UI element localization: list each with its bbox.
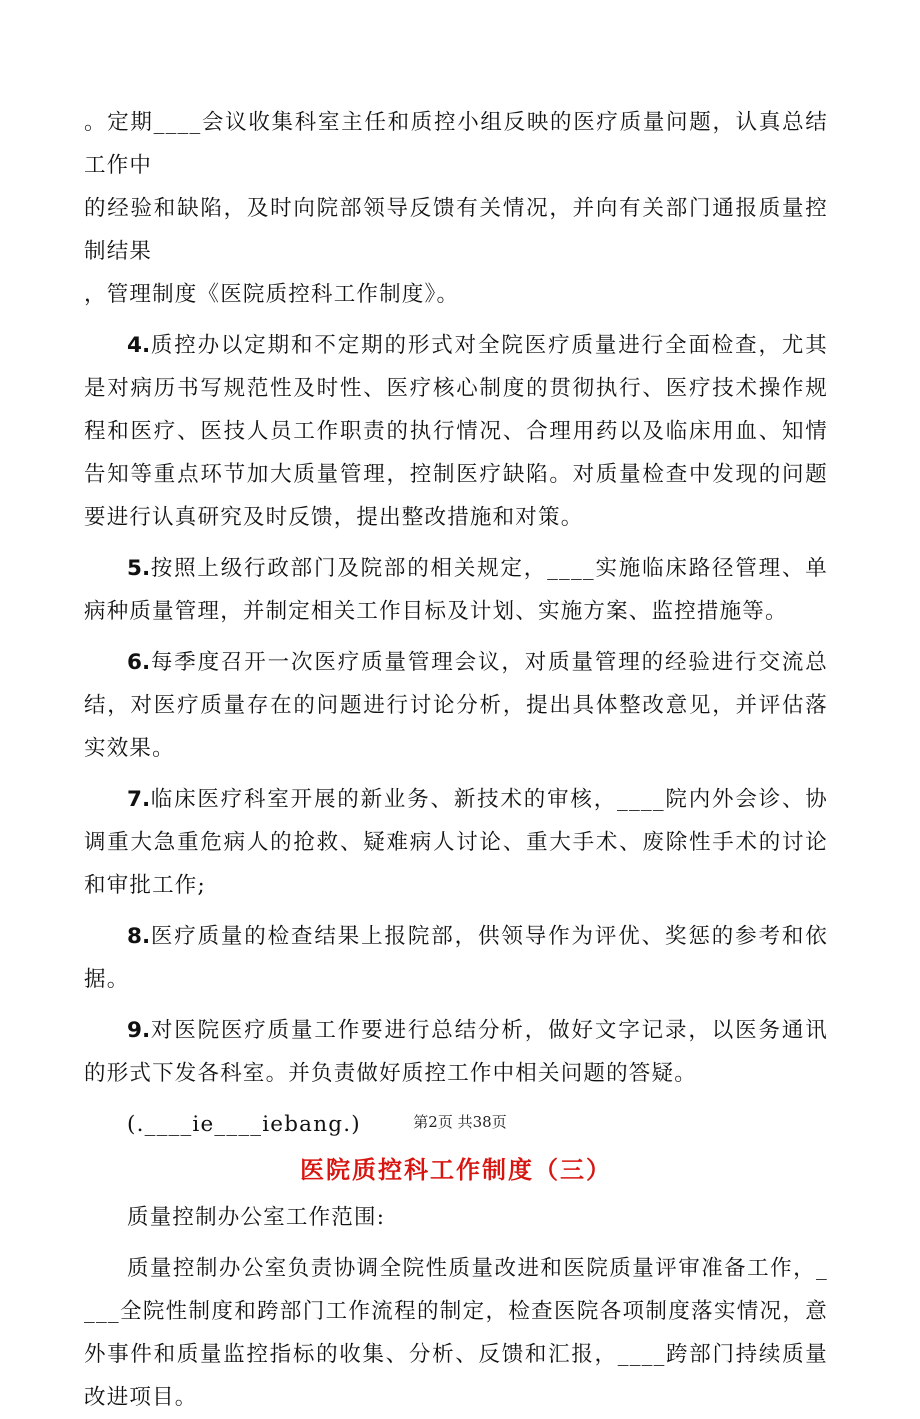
page-number-footer: 第2页 共38页: [413, 1113, 507, 1131]
intro-paragraph: [84, 101, 828, 316]
scope-paragraph: 质量控制办公室负责协调全院性质量改进和医院质量评审准备工作，____全院性制度和跨部门工作流程的制定，检查医院各项制度落实情况，意外事件和质量监控指标的收集、分析、反馈和汇报，____跨部门持续质量改进项目。: [84, 1256, 828, 1410]
list-item-6: [84, 641, 828, 770]
item-number: 8.: [127, 924, 151, 949]
scope-heading: 质量控制办公室工作范围:: [127, 1205, 386, 1230]
item-number: 6.: [127, 650, 151, 675]
document-body: [84, 101, 828, 1419]
item-number: 5.: [127, 556, 151, 581]
section-title: 医院质控科工作制度（三）: [300, 1155, 612, 1184]
intro-line: 。定期____会议收集科室主任和质控小组反映的医疗质量问题，认真总结工作中: [84, 110, 828, 178]
list-item-4: [84, 324, 828, 539]
item-text: 医疗质量的检查结果上报院部，供领导作为评优、奖惩的参考和依据。: [84, 924, 828, 992]
intro-line: ，管理制度《医院质控科工作制度》。: [84, 282, 460, 307]
list-item-9: [84, 1009, 828, 1095]
intro-line: 的经验和缺陷，及时向院部领导反馈有关情况，并向有关部门通报质量控制结果: [84, 196, 828, 264]
item-number: 9.: [127, 1018, 151, 1043]
list-item-7: [84, 778, 828, 907]
source-note: (.____ie____iebang.): [127, 1112, 361, 1137]
item-number: 7.: [127, 787, 151, 812]
item-text: 按照上级行政部门及院部的相关规定，____实施临床路径管理、单病种质量管理，并制定相关工作目标及计划、实施方案、监控措施等。: [84, 556, 828, 624]
list-item-5: [84, 547, 828, 633]
item-text: 临床医疗科室开展的新业务、新技术的审核，____院内外会诊、协调重大急重危病人的抢救、疑难病人讨论、重大手术、废除性手术的讨论和审批工作;: [84, 787, 828, 898]
list-item-8: [84, 915, 828, 1001]
item-number: 4.: [127, 333, 151, 358]
item-text: 对医院医疗质量工作要进行总结分析，做好文字记录，以医务通讯的形式下发各科室。并负责做好质控工作中相关问题的答疑。: [84, 1018, 828, 1086]
item-text: 每季度召开一次医疗质量管理会议，对质量管理的经验进行交流总结，对医疗质量存在的问题进行讨论分析，提出具体整改意见，并评估落实效果。: [84, 650, 828, 761]
item-text: 质控办以定期和不定期的形式对全院医疗质量进行全面检查，尤其是对病历书写规范性及时性、医疗核心制度的贯彻执行、医疗技术操作规程和医疗、医技人员工作职责的执行情况、合理用药以及临床用血、知情告知等重点环节加大质量管理，控制医疗缺陷。对质量检查中发现的问题要进行认真研究及时反馈，提出整改措施和对策。: [84, 333, 828, 530]
